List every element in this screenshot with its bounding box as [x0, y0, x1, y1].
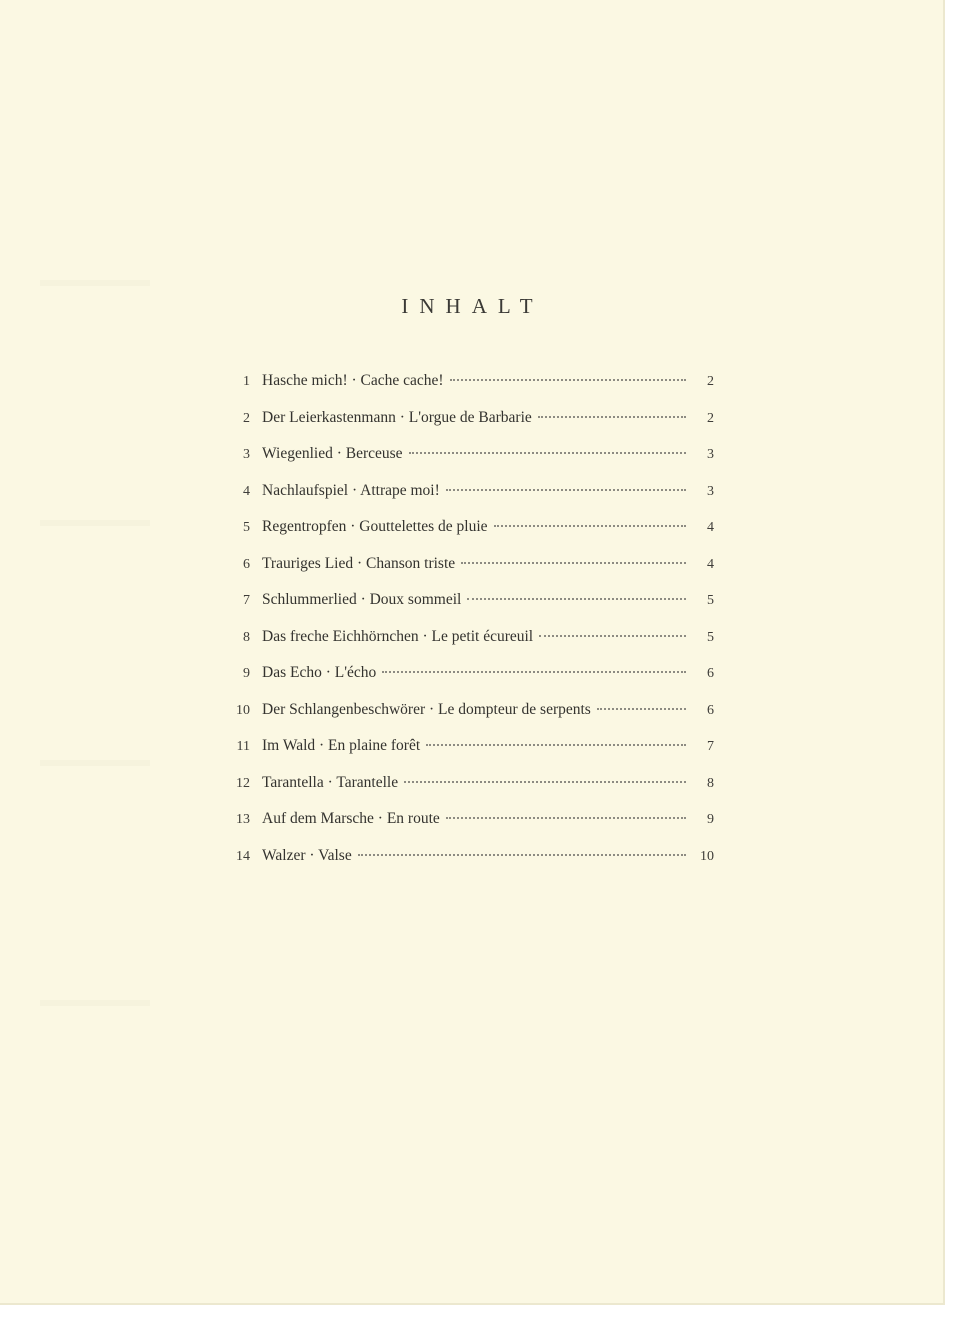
dot-leader: [467, 598, 686, 600]
toc-entry-9: [222, 664, 714, 701]
entry-title: Auf dem Marsche · En route: [262, 810, 440, 827]
toc-entry-14: [222, 847, 714, 884]
dot-leader: [409, 452, 686, 454]
entry-number: 13: [236, 812, 250, 827]
toc-entry-6: [222, 555, 714, 592]
dot-leader: [382, 671, 686, 673]
entry-title: Tarantella · Tarantelle: [262, 773, 399, 791]
dot-leader: [461, 562, 686, 564]
entry-page: 10: [700, 848, 714, 864]
entry-title: Regentropfen · Gouttelettes de pluie: [262, 518, 488, 535]
page-title: INHALT: [401, 294, 544, 318]
dot-leader: [450, 379, 686, 381]
toc-entry-1: [222, 372, 714, 409]
toc-entry-7: [222, 591, 714, 628]
entry-page: 5: [707, 593, 714, 608]
entry-number: 6: [243, 556, 250, 572]
entry-page: 5: [707, 629, 714, 645]
scan-margin-bottom: [0, 1305, 960, 1320]
entry-number: 4: [243, 483, 250, 499]
entry-number: 12: [236, 775, 250, 791]
entry-page: 4: [707, 556, 714, 572]
dot-leader: [426, 744, 686, 746]
entry-page: 4: [707, 520, 714, 535]
dot-leader: [404, 781, 686, 783]
dot-leader: [538, 416, 686, 418]
entry-page: 3: [707, 483, 714, 499]
entry-page: 2: [707, 374, 714, 389]
entry-number: 11: [236, 739, 250, 754]
entry-number: 14: [236, 848, 250, 864]
dot-leader: [539, 635, 686, 637]
entry-page: 7: [707, 739, 714, 754]
entry-title: Walzer · Valse: [262, 846, 352, 864]
entry-page: 6: [707, 702, 714, 718]
scan-margin-right: [945, 0, 960, 1320]
entry-number: 8: [243, 629, 250, 645]
entry-title: Schlummerlied · Doux sommeil: [262, 591, 462, 608]
entry-title: Das freche Eichhörnchen · Le petit écureuil: [262, 627, 534, 645]
entry-number: 9: [243, 666, 250, 681]
toc-entry-13: [222, 810, 714, 847]
entry-title: Das Echo · L'écho: [262, 664, 377, 681]
entry-title: Nachlaufspiel · Attrape moi!: [262, 481, 440, 499]
entry-page: 8: [707, 775, 714, 791]
table-of-contents: [222, 372, 714, 883]
entry-number: 3: [243, 447, 250, 462]
toc-entry-11: [222, 737, 714, 774]
toc-entry-3: [222, 445, 714, 482]
entry-page: 6: [707, 666, 714, 681]
entry-number: 2: [243, 410, 250, 426]
toc-entry-12: [222, 774, 714, 811]
entry-title: Wiegenlied · Berceuse: [262, 445, 403, 462]
toc-entry-10: [222, 701, 714, 738]
toc-entry-2: [222, 409, 714, 446]
entry-page: 2: [707, 410, 714, 426]
entry-title: Trauriges Lied · Chanson triste: [262, 554, 456, 572]
entry-title: Der Schlangenbeschwörer · Le dompteur de serpents: [262, 700, 591, 718]
toc-entry-5: [222, 518, 714, 555]
toc-entry-8: [222, 628, 714, 665]
entry-page: 3: [707, 447, 714, 462]
entry-number: 10: [236, 702, 250, 718]
entry-title: Im Wald · En plaine forêt: [262, 737, 421, 754]
entry-number: 7: [243, 593, 250, 608]
dot-leader: [597, 708, 686, 710]
entry-number: 1: [243, 374, 250, 389]
dot-leader: [446, 489, 686, 491]
dot-leader: [446, 817, 686, 819]
entry-page: 9: [707, 812, 714, 827]
entry-title: Der Leierkastenmann · L'orgue de Barbarie: [262, 408, 532, 426]
dot-leader: [358, 854, 686, 856]
toc-entry-4: [222, 482, 714, 519]
entry-number: 5: [243, 520, 250, 535]
dot-leader: [494, 525, 686, 527]
entry-title: Hasche mich! · Cache cache!: [262, 372, 444, 389]
